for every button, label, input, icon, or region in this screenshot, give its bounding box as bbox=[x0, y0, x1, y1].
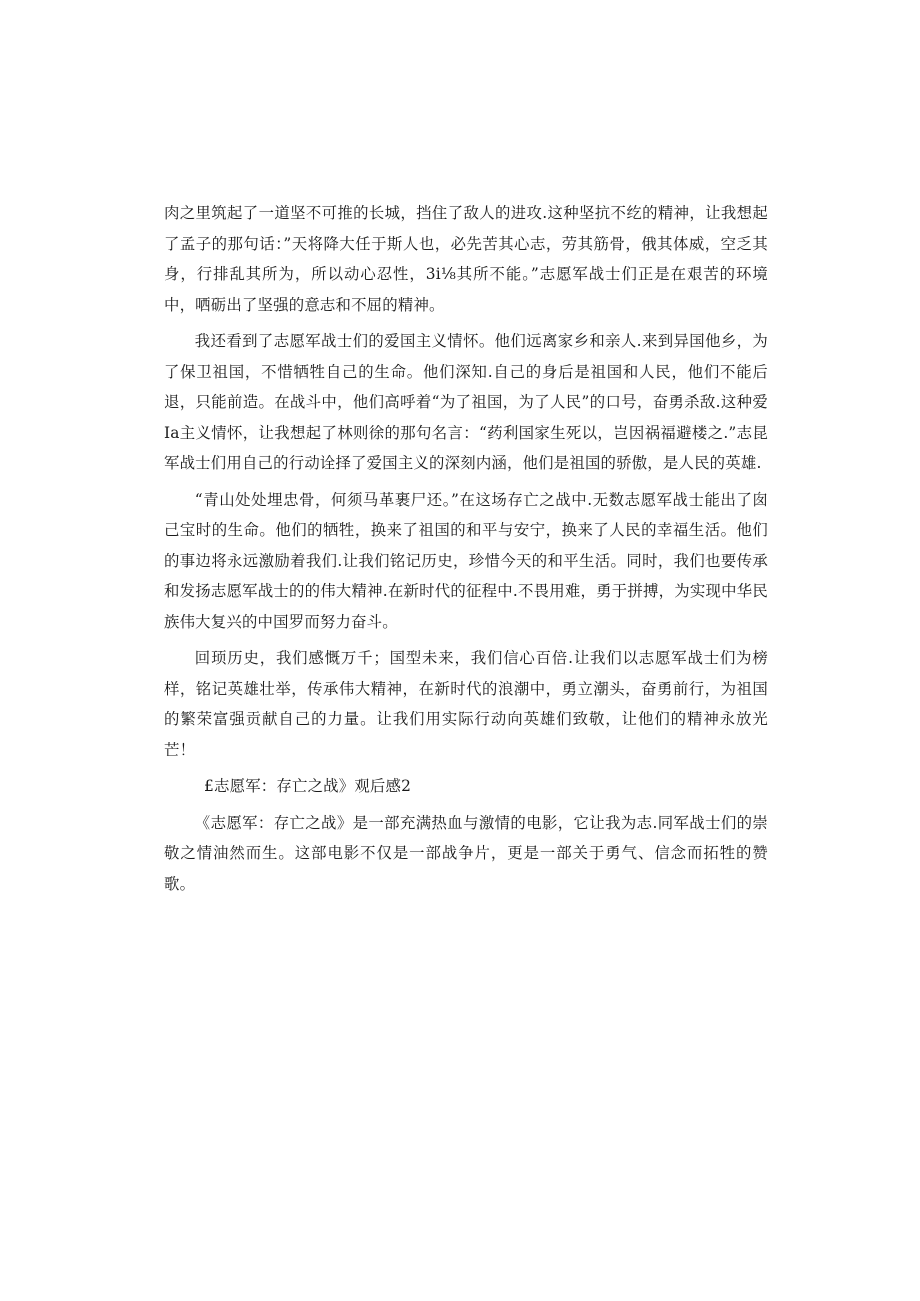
section-subtitle: £志愿军：存亡之战》观后感2 bbox=[204, 777, 412, 795]
paragraph-reflection: 回顼历史，我们感慨万千；国型未来，我们信心百倍.让我们以志愿军战士们为榜样，铭记英雄壮举，传承伟大精神，在新时代的浪潮中，勇立潮头，奋勇前行，为祖国的繁荣富强贡献自己的力量。让我们用实际行动向英雄们致敬，让他们的精神永放光芒！ bbox=[164, 649, 768, 759]
paragraph-patriotism: 我还看到了志愿军战士们的爱国主义情怀。他们远离家乡和亲人.来到异国他乡，为了保卫祖国，不惜牺牲自己的生命。他们深知.自己的身后是祖国和人民，他们不能后退，只能前造。在战斗中，他们高呼着“为了祖国，为了人民”的口号，奋勇杀敌.这种爱Ia主义情怀，让我想起了林则徐的那句名言：“药利国家生死以，岂因祸福避楼之.”志昆军战士们用自己的行动诠择了爱国主义的深刻内涵，他们是祖国的骄傲，是人民的英雄. bbox=[164, 332, 768, 472]
document-body bbox=[164, 198, 768, 899]
paragraph-sacrifice: “青山处处埋忠骨，何须马革裹尸还。”在这场存亡之战中.无数志愿军战士能出了囱己宝时的生命。他们的牺牲，换来了祖国的和平与安宁，换来了人民的幸福生活。他们的事边将永远激励着我们.让我们铭记历史，珍惜今天的和平生活。同时，我们也要传承和发扬志愿军战士的的伟大精神.在新时代的征程中.不畏用难，勇于拼搏，为实现中华民族伟大复兴的中国罗而努力奋斗。 bbox=[164, 490, 768, 631]
paragraph-film-intro: 《志愿军：存亡之战》是一部充满热血与激情的电影，它让我为志.同军战士们的崇敬之情油然而生。这部电影不仅是一部战争片，更是一部关于勇气、信念而拓牲的赞歌。 bbox=[164, 813, 768, 893]
paragraph-perseverance: 肉之里筑起了一道坚不可推的长城，挡住了敌人的进攻.这种坚抗不纥的精神，让我想起了孟子的那句话：”天将降大任于斯人也，必先苦其心志，劳其筋骨，俄其体威，空乏其身，行排乱其所为，所以动心忍性，3i⅛其所不能。”志愿军战士们正是在艰苦的环境中，哂砺出了坚强的意志和不屈的精神。 bbox=[164, 204, 768, 314]
